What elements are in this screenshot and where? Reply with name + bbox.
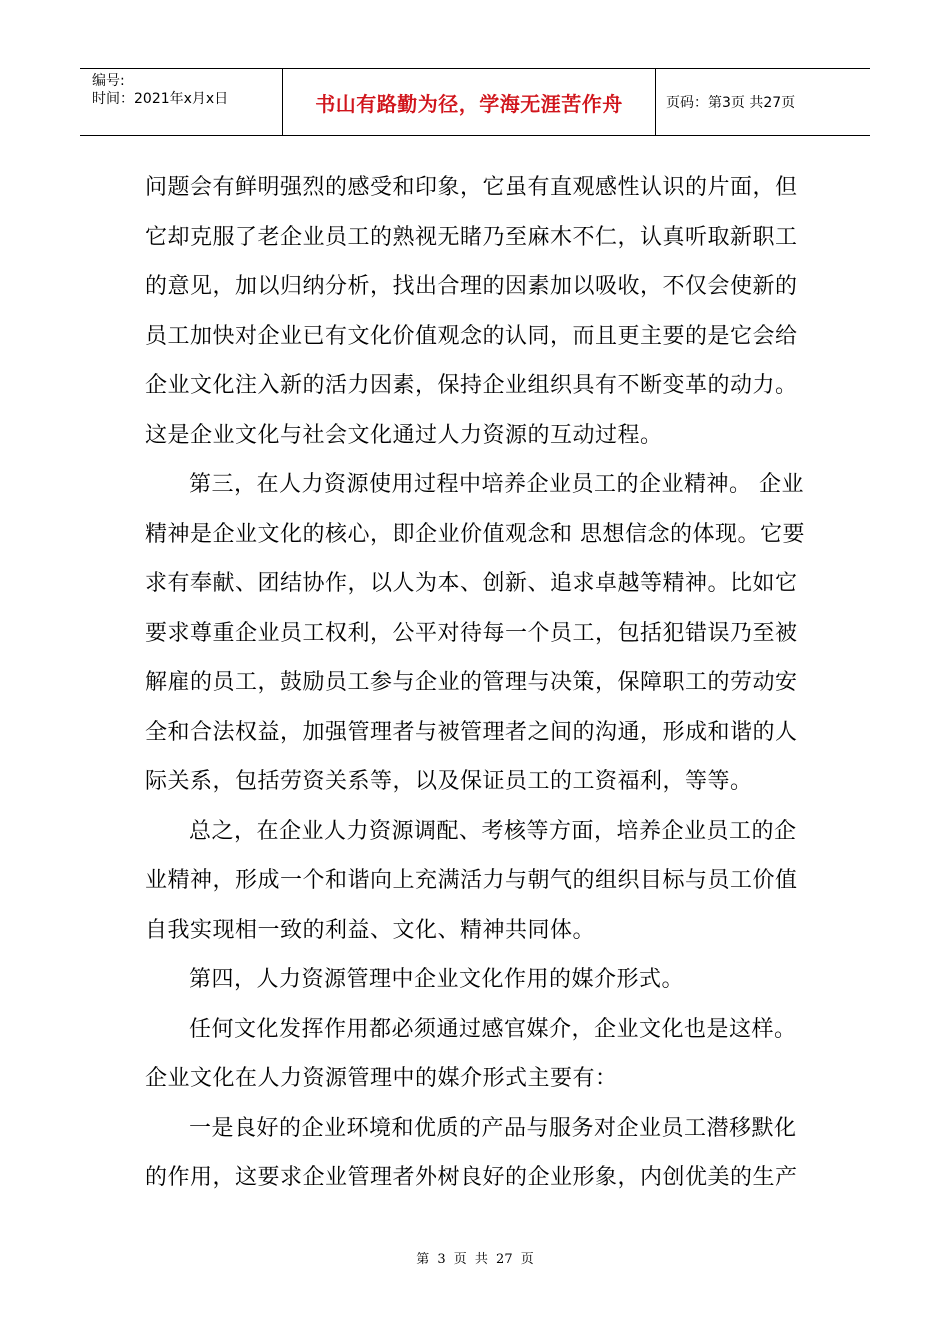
text-line: 自我实现相一致的利益、文化、精神共同体。	[145, 917, 596, 943]
paragraph-start: 一是良好的企业环境和优质的产品与服务对企业员工潜移默化	[189, 1115, 797, 1141]
paragraph-start: 第三，在人力资源使用过程中培养企业员工的企业精神。 企业	[189, 472, 804, 497]
text-line: 际关系，包括劳资关系等，以及保证员工的工资福利，等等。	[145, 769, 753, 794]
header-meta-cell	[80, 69, 283, 135]
header-slogan-cell	[283, 69, 656, 135]
text-line: 业精神，形成一个和谐向上充满活力与朝气的组织目标与员工价值	[145, 868, 798, 893]
paragraph-start: 任何文化发挥作用都必须通过感官媒介，企业文化也是这样。	[189, 1016, 797, 1042]
text-line: 的作用，这要求企业管理者外树良好的企业形象，内创优美的生产	[145, 1165, 798, 1190]
text-line: 企业文化在人力资源管理中的媒介形式主要有：	[145, 1066, 618, 1091]
time-label: 时间：2021年x月x日	[92, 91, 229, 107]
header-table	[80, 68, 870, 136]
text-line: 精神是企业文化的核心，即企业价值观念和 思想信念的体现。它要	[145, 521, 805, 547]
slogan-text: 书山有路勤为径，学海无涯苦作舟	[315, 91, 623, 116]
header-page-cell	[656, 69, 870, 135]
text-line: 它却克服了老企业员工的熟视无睹乃至麻木不仁，认真听取新职工	[145, 224, 798, 250]
text-line: 解雇的员工，鼓励员工参与企业的管理与决策，保障职工的劳动安	[145, 670, 798, 695]
page-info: 页码：第3页 共27页	[666, 95, 796, 111]
text-line: 的意见，加以归纳分析，找出合理的因素加以吸收，不仅会使新的	[145, 274, 798, 299]
document-body	[145, 163, 805, 1203]
text-line: 企业文化注入新的活力因素，保持企业组织具有不断变革的动力。	[145, 373, 798, 398]
text-line: 员工加快对企业已有文化价值观念的认同，而且更主要的是它会给	[145, 323, 798, 349]
paragraph-start: 第四，人力资源管理中企业文化作用的媒介形式。	[189, 967, 685, 992]
text-line: 全和合法权益，加强管理者与被管理者之间的沟通，形成和谐的人	[145, 719, 798, 745]
text-line: 问题会有鲜明强烈的感受和印象，它虽有直观感性认识的片面，但	[145, 175, 798, 200]
page-footer	[0, 1248, 950, 1267]
text-line: 求有奉献、团结协作，以人为本、创新、追求卓越等精神。比如它	[145, 571, 798, 596]
paragraph-start: 总之，在企业人力资源调配、考核等方面，培养企业员工的企	[189, 818, 797, 844]
text-line: 要求尊重企业员工权利，公平对待每一个员工，包括犯错误乃至被	[145, 620, 798, 646]
code-label: 编号:	[92, 73, 125, 89]
text-line: 这是企业文化与社会文化通过人力资源的互动过程。	[145, 422, 663, 448]
footer-page-number: 第 3 页 共 27 页	[416, 1252, 534, 1267]
